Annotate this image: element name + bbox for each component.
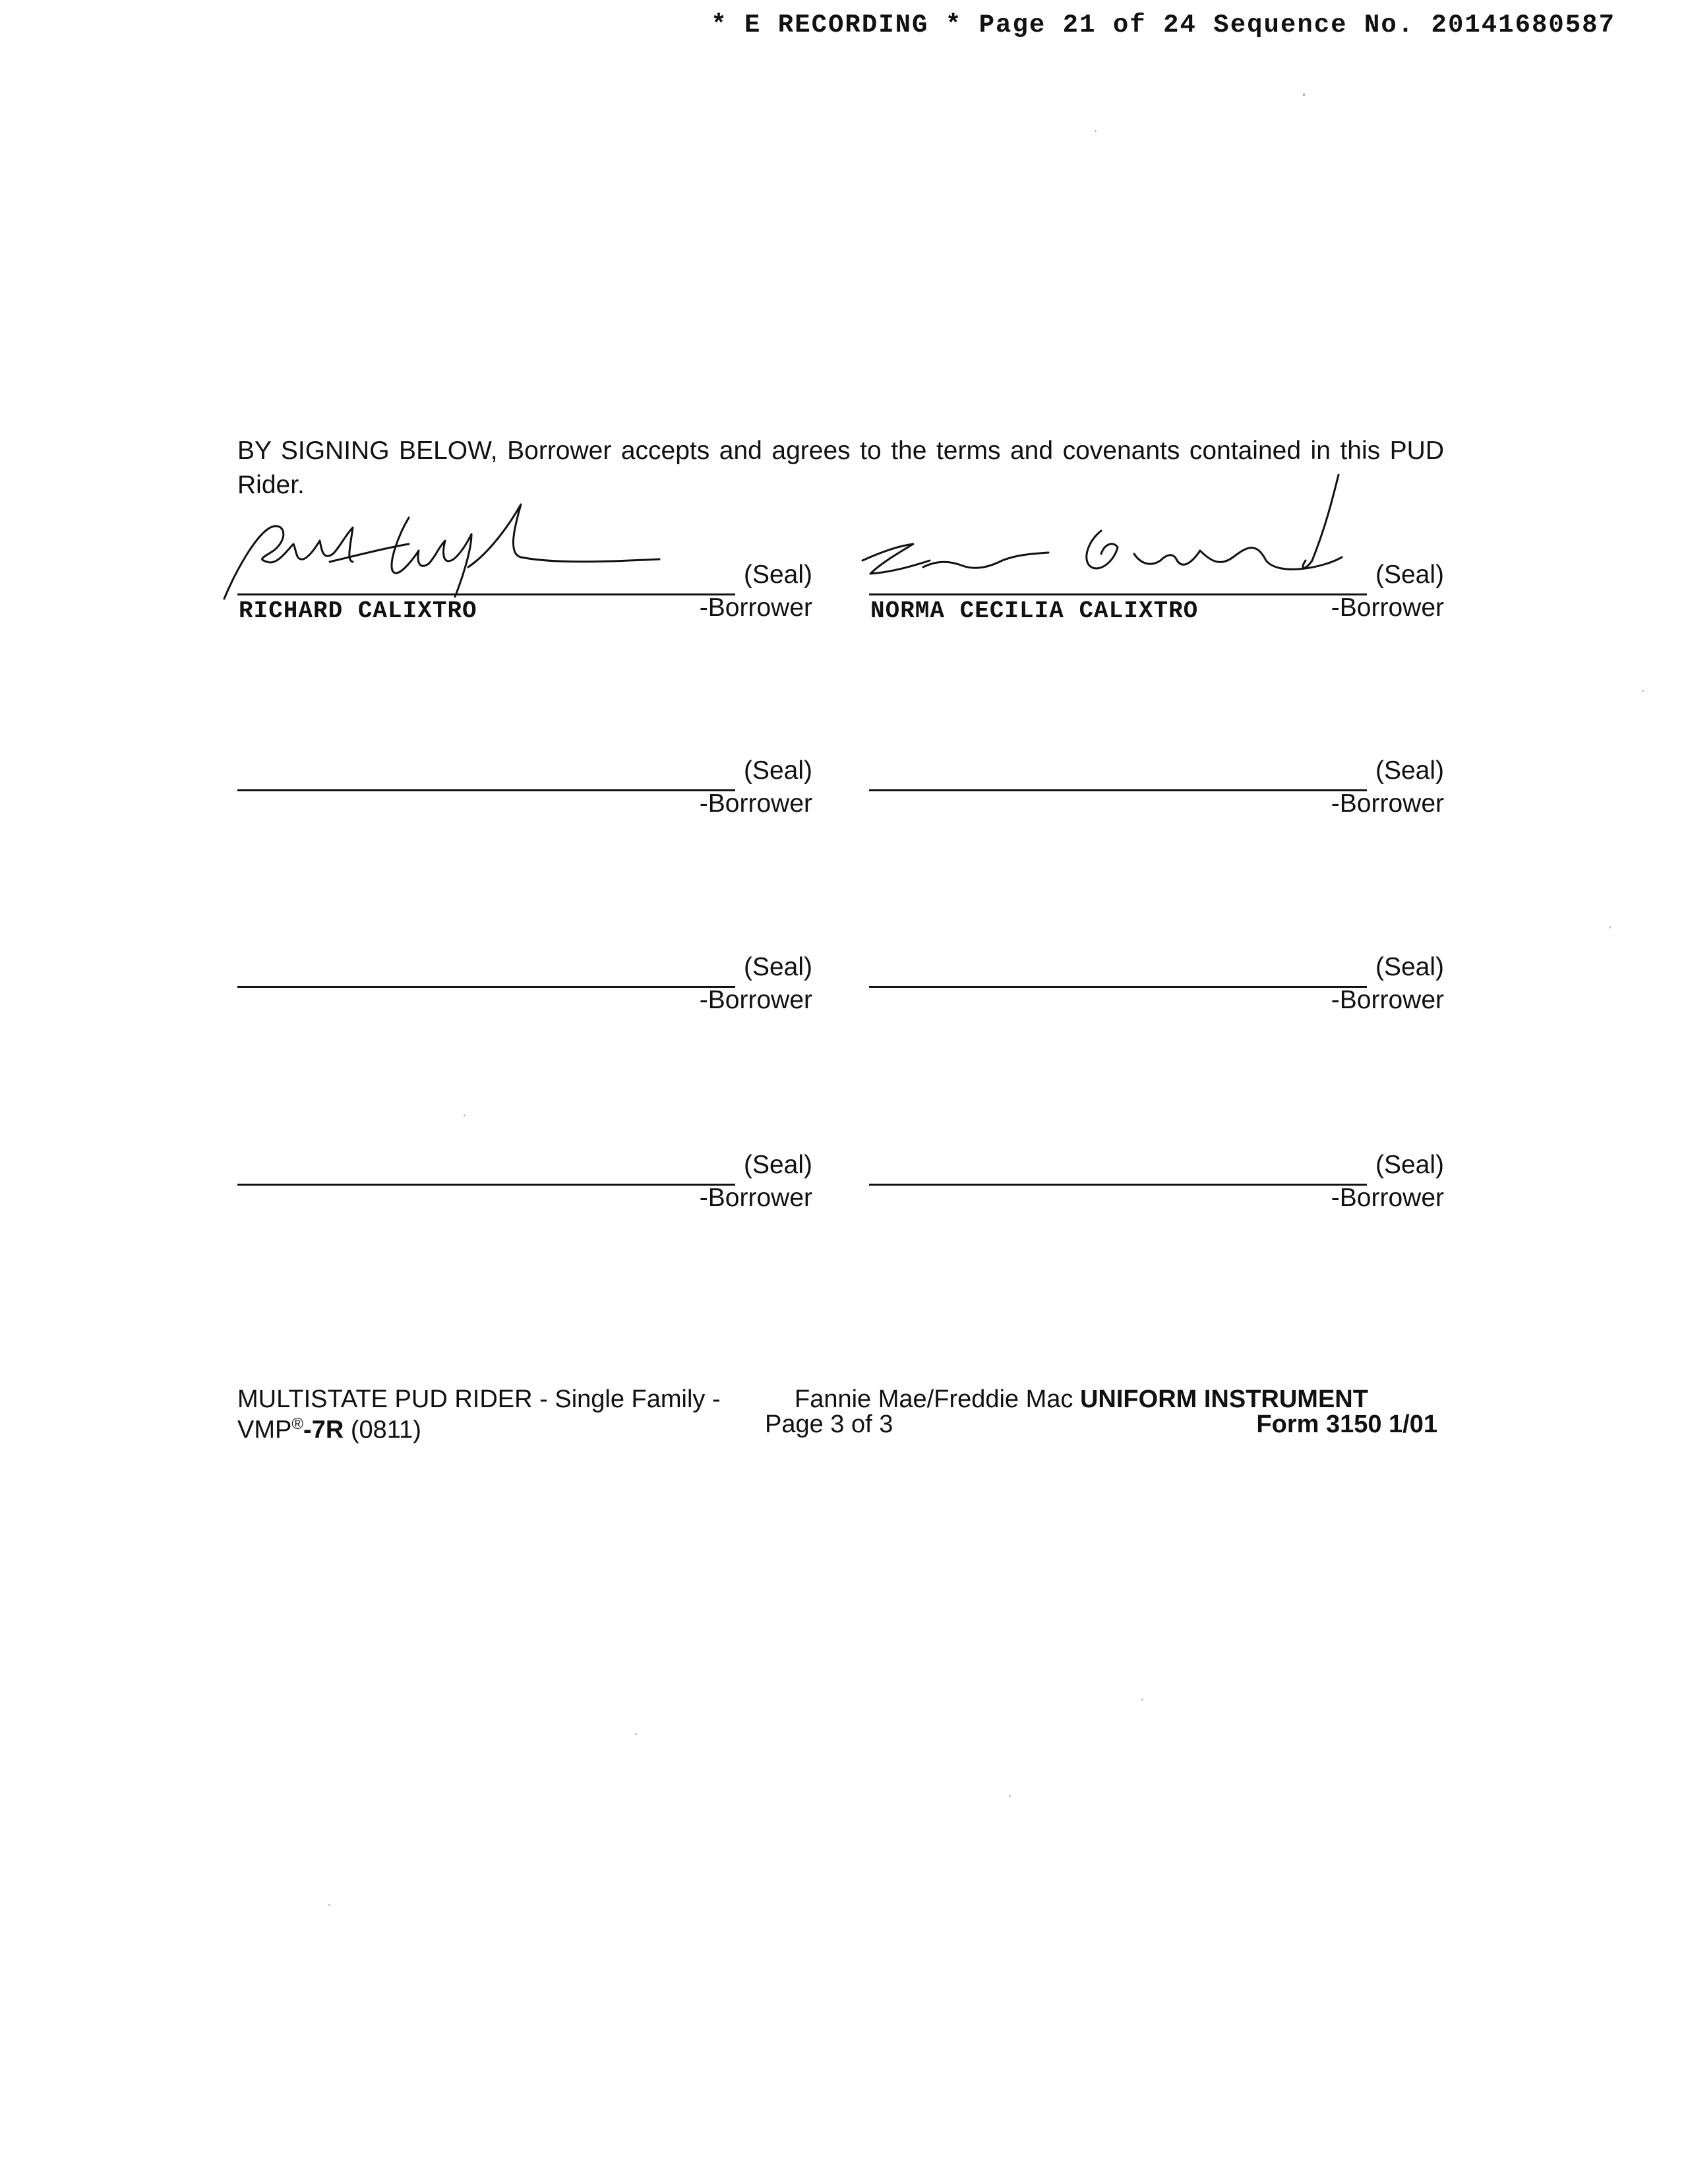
footer-vmp-version: (0811)	[344, 1416, 421, 1444]
borrower-label: -Borrower	[1331, 1184, 1444, 1212]
signature-block-5	[237, 953, 812, 1032]
scan-speck	[1303, 94, 1305, 96]
registered-mark: ®	[291, 1415, 304, 1433]
borrower-label: -Borrower	[699, 789, 812, 818]
signature-block-6	[869, 953, 1444, 1032]
recording-header: * E RECORDING * Page 21 of 24 Sequence No. 20141680587	[711, 11, 1615, 40]
signature-line	[869, 1184, 1367, 1186]
borrower-label: -Borrower	[1331, 593, 1444, 622]
seal-label: (Seal)	[1375, 1151, 1444, 1179]
footer-form-number: Form 3150 1/01	[1256, 1410, 1437, 1438]
signature-line	[237, 1184, 735, 1186]
signature-line	[869, 593, 1367, 595]
seal-label: (Seal)	[1375, 953, 1444, 981]
scan-speck	[464, 1114, 466, 1116]
signature-line	[237, 593, 735, 595]
footer-vmp-number: -7R	[303, 1416, 344, 1444]
scan-speck	[1141, 1699, 1143, 1701]
footer-instrument	[795, 1387, 1368, 1412]
borrower-name-norma: NORMA CECILIA CALIXTRO	[870, 597, 1199, 624]
borrower-label: -Borrower	[699, 593, 812, 622]
footer-page-number: Page 3 of 3	[765, 1410, 893, 1438]
signature-block-3	[237, 756, 812, 835]
signature-line	[869, 986, 1367, 988]
footer-form-title: MULTISTATE PUD RIDER - Single Family -	[237, 1385, 721, 1413]
signature-block-2	[869, 561, 1444, 640]
scan-speck	[1642, 690, 1644, 692]
borrower-label: -Borrower	[699, 1184, 812, 1212]
seal-label: (Seal)	[743, 1151, 812, 1179]
agreement-text: BY SIGNING BELOW, Borrower accepts and agrees to the terms and covenants contained in this PUD Rider.	[237, 437, 1444, 499]
signature-line	[869, 789, 1367, 791]
seal-label: (Seal)	[1375, 756, 1444, 785]
signature-block-1	[237, 561, 812, 640]
signature-line	[237, 986, 735, 988]
footer-vmp-code	[237, 1412, 421, 1443]
borrower-label: -Borrower	[1331, 986, 1444, 1014]
footer-row-title	[237, 1387, 1437, 1412]
signature-block-8	[869, 1151, 1444, 1230]
seal-label: (Seal)	[1375, 561, 1444, 589]
scan-speck	[328, 1904, 330, 1906]
borrower-label: -Borrower	[1331, 789, 1444, 818]
form-footer	[237, 1385, 1437, 1444]
scan-speck	[635, 1733, 637, 1735]
scan-speck	[1009, 1795, 1011, 1797]
seal-label: (Seal)	[743, 953, 812, 981]
borrower-label: -Borrower	[699, 986, 812, 1014]
scan-speck	[1095, 130, 1097, 132]
seal-label: (Seal)	[743, 561, 812, 589]
footer-vmp-prefix: VMP	[237, 1416, 292, 1444]
signature-block-4	[869, 756, 1444, 835]
signature-line	[237, 789, 735, 791]
borrower-name-richard: RICHARD CALIXTRO	[239, 597, 477, 624]
signature-block-7	[237, 1151, 812, 1230]
scan-speck	[1609, 926, 1611, 928]
seal-label: (Seal)	[743, 756, 812, 785]
footer-row-info	[237, 1410, 1437, 1444]
footer-instrument-name: UNIFORM INSTRUMENT	[1079, 1385, 1368, 1413]
footer-instrument-prefix: Fannie Mae/Freddie Mac	[795, 1385, 1080, 1413]
